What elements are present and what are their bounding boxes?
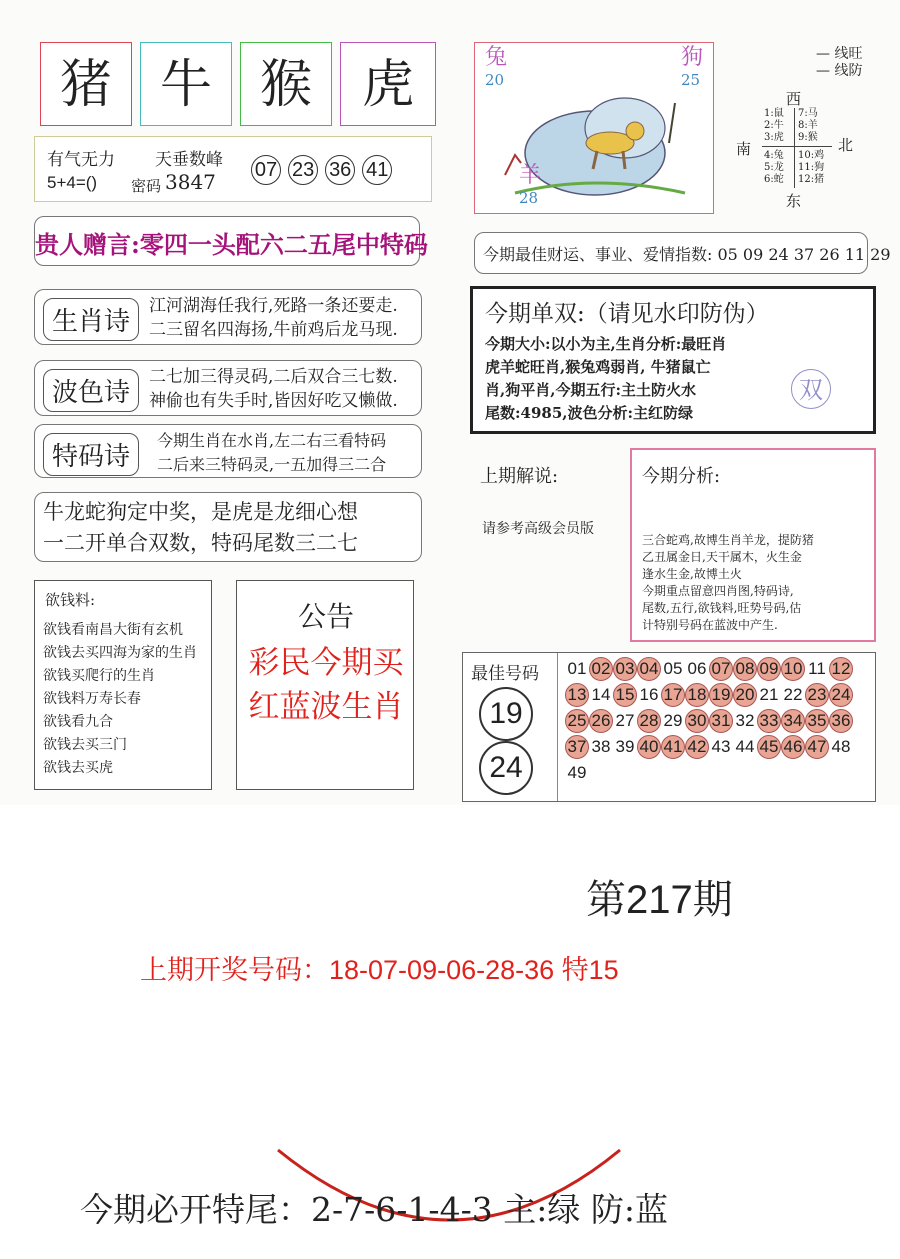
number-ball: 15	[613, 683, 637, 707]
code-label: 密码	[131, 177, 162, 195]
branch-item: 5:龙	[764, 162, 784, 173]
last-draw-numbers: 上期开奖号码：18-07-09-06-28-36 特15	[140, 955, 619, 985]
legend-label: 线旺	[834, 46, 863, 62]
legend-item: — 线防	[816, 63, 863, 79]
analysis-line: 今期重点留意四肖图,特码诗,	[642, 584, 794, 598]
branch-item: 4:兔	[764, 150, 784, 161]
money-item: 欲钱去买四海为家的生肖	[43, 645, 197, 661]
analysis-line: 三合蛇鸡,故博生肖羊龙，提防猪	[642, 533, 814, 547]
odd-even-title: 今期单双:（请见水印防伪）	[485, 301, 769, 327]
number-ball: 37	[565, 735, 589, 759]
money-item: 欲钱料万寿长春	[43, 691, 141, 707]
poem-line: 今期生肖在水肖,左二右三看特码	[157, 431, 387, 450]
riddle-line1a: 有气无力	[47, 150, 115, 170]
prize-line: 一二开单合双数，特码尾数三二七	[43, 532, 358, 555]
money-item: 欲钱买爬行的生肖	[43, 668, 155, 684]
number-ball: 43	[711, 737, 731, 756]
prize-line: 牛龙蛇狗定中奖，是虎是龙细心想	[43, 501, 358, 524]
period-number: 第217期	[586, 878, 733, 922]
animal-name: 狗	[681, 45, 704, 70]
best-numbers-title: 最佳号码	[471, 664, 539, 684]
riddle-number: 07	[251, 155, 281, 185]
number-ball: 38	[591, 737, 611, 756]
branch-item: 6:蛇	[764, 174, 784, 185]
poem-line: 二后来三特码灵,一五加得三二合	[157, 455, 387, 474]
fortune-index: 今期最佳财运、事业、爱情指数: 05 09 24 37 26 11 29	[483, 245, 891, 264]
number-ball: 14	[591, 685, 611, 704]
number-ball: 20	[733, 683, 757, 707]
analysis-line: 逢水生金,故博土火	[642, 567, 742, 581]
number-ball: 24	[829, 683, 853, 707]
odd-even-line: 虎羊蛇旺肖,猴兔鸡弱肖, 牛猪鼠亡	[485, 358, 711, 376]
number-ball: 48	[831, 737, 851, 756]
number-ball: 39	[615, 737, 635, 756]
notice-title: 公告	[297, 600, 354, 633]
animal-name: 羊	[519, 163, 542, 188]
animal-number: 20	[485, 71, 505, 89]
dir-north: 北	[838, 136, 854, 154]
number-ball: 27	[615, 711, 635, 730]
number-ball: 09	[757, 657, 781, 681]
number-ball: 17	[661, 683, 685, 707]
branch-item: 1:鼠	[764, 108, 784, 119]
last-period-note: 请参考高级会员版	[482, 521, 594, 537]
number-ball: 36	[829, 709, 853, 733]
number-ball: 11	[808, 659, 826, 678]
poem-line: 江河湖海任我行,死路一条还要走.	[149, 296, 398, 316]
dir-east: 东	[786, 192, 802, 210]
animal-name: 兔	[485, 45, 508, 70]
number-ball: 45	[757, 735, 781, 759]
riddle-number: 36	[325, 155, 355, 185]
riddle-line1b: 天垂数峰	[155, 150, 223, 170]
branch-item: 9:猴	[798, 132, 818, 143]
number-ball: 40	[637, 735, 661, 759]
branch-item: 3:虎	[764, 132, 784, 143]
number-ball: 19	[709, 683, 733, 707]
riddle-number: 41	[362, 155, 392, 185]
number-ball: 34	[781, 709, 805, 733]
number-ball: 46	[781, 735, 805, 759]
branch-item: 11:狗	[798, 162, 825, 173]
legend-item: — 线旺	[816, 46, 863, 62]
number-ball: 08	[733, 657, 757, 681]
poem-line: 神偷也有失手时,皆因好吃又懒做.	[149, 391, 398, 411]
riddle-line2: 5+4=()	[47, 173, 98, 192]
dir-south: 南	[736, 140, 752, 158]
code-value: 3847	[165, 170, 216, 194]
zodiac-box-4: 虎	[340, 42, 436, 126]
poem-label: 生肖诗	[43, 298, 139, 341]
number-ball: 01	[567, 659, 587, 678]
number-ball: 44	[735, 737, 755, 756]
dir-west: 西	[786, 90, 802, 108]
number-ball: 13	[565, 683, 589, 707]
number-ball: 10	[781, 657, 805, 681]
best-pick: 24	[479, 741, 533, 795]
money-list-title: 欲钱料:	[45, 591, 96, 609]
number-ball: 47	[805, 735, 829, 759]
zodiac-box-1: 猪	[40, 42, 132, 126]
number-ball: 23	[805, 683, 829, 707]
number-ball: 16	[639, 685, 659, 704]
analysis-title: 今期分析:	[642, 466, 721, 487]
notice-line: 彩民今期买	[248, 645, 404, 681]
branch-item: 10:鸡	[798, 150, 825, 161]
number-ball: 06	[687, 659, 707, 678]
branch-item: 2:牛	[764, 120, 784, 131]
last-period-title: 上期解说:	[480, 466, 559, 487]
branch-item: 8:羊	[798, 120, 818, 131]
zodiac-box-3: 猴	[240, 42, 332, 126]
number-ball: 28	[637, 709, 661, 733]
number-ball: 25	[565, 709, 589, 733]
number-ball: 32	[735, 711, 755, 730]
gift-words: 贵人赠言:零四一头配六二五尾中特码	[35, 230, 428, 259]
branch-item: 12:猪	[798, 174, 825, 185]
animal-number: 28	[519, 189, 539, 207]
number-ball: 21	[759, 685, 779, 704]
number-ball: 04	[637, 657, 661, 681]
must-open-tail: 今期必开特尾：2-7-6-1-4-3 主:绿 防:蓝	[80, 1190, 668, 1229]
poem-line: 二三留名四海扬,牛前鸡后龙马现.	[149, 320, 398, 340]
number-ball: 30	[685, 709, 709, 733]
analysis-line: 尾数,五行,欲钱料,旺势号码,估	[642, 601, 802, 615]
poem-label: 波色诗	[43, 369, 139, 412]
number-ball: 02	[589, 657, 613, 681]
riddle-number: 23	[288, 155, 318, 185]
odd-even-line: 肖,狗平肖,今期五行:主土防火水	[485, 381, 696, 399]
number-ball: 35	[805, 709, 829, 733]
number-ball: 12	[829, 657, 853, 681]
odd-even-line: 今期大小:以小为主,生肖分析:最旺肖	[485, 335, 727, 353]
number-ball: 49	[567, 763, 587, 782]
number-ball: 31	[709, 709, 733, 733]
poem-label: 特码诗	[43, 433, 139, 476]
money-item: 欲钱看南昌大街有玄机	[43, 622, 183, 638]
watermark-stamp: 双	[791, 369, 831, 409]
notice-line: 红蓝波生肖	[248, 689, 404, 725]
best-pick: 19	[479, 687, 533, 741]
analysis-line: 计特别号码在蓝波中产生.	[642, 618, 778, 632]
number-ball: 07	[709, 657, 733, 681]
number-ball: 41	[661, 735, 685, 759]
zodiac-box-2: 牛	[140, 42, 232, 126]
legend-label: 线防	[834, 63, 863, 79]
number-ball: 42	[685, 735, 709, 759]
money-item: 欲钱看九合	[43, 714, 113, 730]
analysis-line: 乙丑属金日,天干属木，火生金	[642, 550, 802, 564]
poem-line: 二七加三得灵码,二后双合三七数.	[149, 367, 398, 387]
number-ball: 03	[613, 657, 637, 681]
number-ball: 26	[589, 709, 613, 733]
number-ball: 05	[663, 659, 683, 678]
money-item: 欲钱去买虎	[43, 760, 113, 776]
number-ball: 33	[757, 709, 781, 733]
branch-item: 7:马	[798, 108, 818, 119]
number-ball: 18	[685, 683, 709, 707]
animal-number: 25	[681, 71, 701, 89]
number-ball: 29	[663, 711, 683, 730]
money-item: 欲钱去买三门	[43, 737, 127, 753]
number-ball: 22	[783, 685, 803, 704]
odd-even-line: 尾数:4985,波色分析:主红防绿	[485, 404, 694, 422]
